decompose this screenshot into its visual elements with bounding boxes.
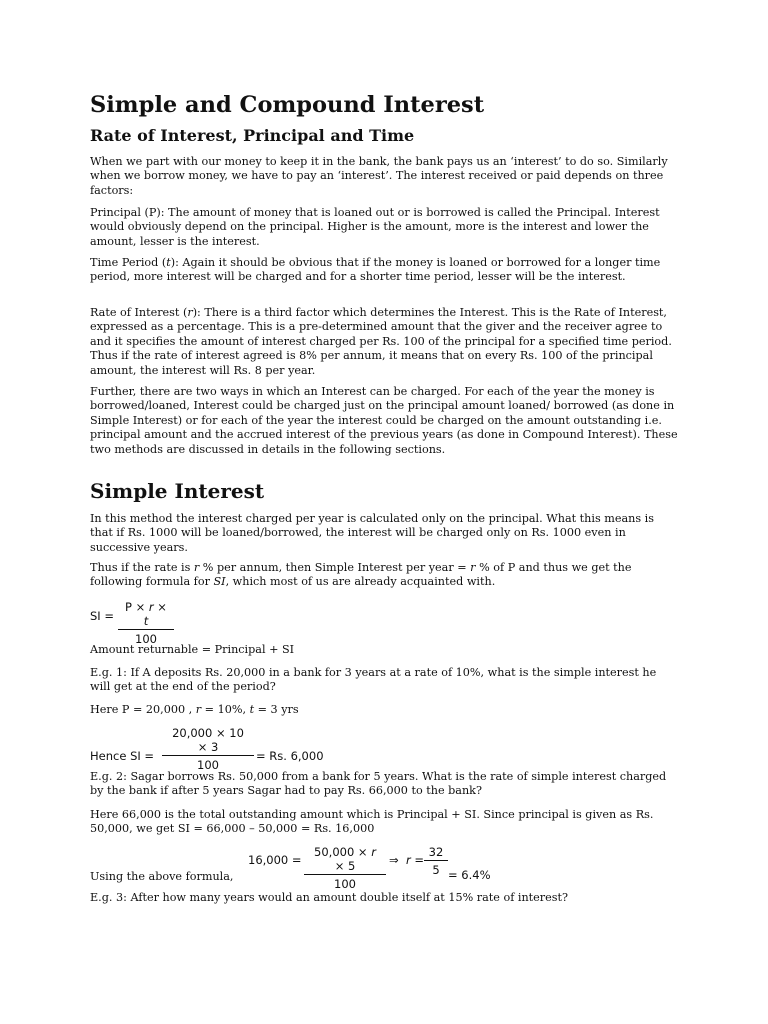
principal-paragraph	[90, 206, 680, 249]
example-1: E.g. 1: If A deposits Rs. 20,000 in a bank for 3 years at a rate of 10%, what is the simple interest he will get at the end of the period?	[90, 666, 657, 694]
page-title: Simple and Compound Interest	[90, 92, 485, 118]
example-1-given: Here P = 20,000 , r = 10%, t = 3 yrs	[90, 703, 299, 716]
example-1-hence: Hence SI =	[90, 749, 155, 763]
example-1-fraction	[162, 726, 254, 772]
rate-variable: r	[187, 306, 193, 319]
principal-label: Principal (P):	[90, 206, 165, 219]
example-2-rate-fraction	[424, 845, 448, 877]
si-rate-text-b: % per annum, then Simple Interest per year =	[199, 561, 471, 574]
si-rate-paragraph	[90, 561, 680, 590]
si-formula-lhs: SI =	[90, 609, 114, 623]
si-rate-var-r1: r	[193, 561, 200, 574]
rate-paragraph	[90, 306, 680, 378]
example-1-numerator: 20,000 × 10 × 3	[162, 726, 254, 756]
time-text: Again it should be obvious that if the money is loaned or borrowed for a longer time period, more interest will be charged and for a shorter time period, lesser will be the interest.	[90, 256, 661, 284]
example-2: E.g. 2: Sagar borrows Rs. 50,000 from a bank for 5 years. What is the rate of simple interest charged by the bank if after 5 years Sagar had to pay Rs. 66,000 to the bank?	[90, 770, 667, 798]
example-2-r-eq: r =	[406, 853, 425, 867]
si-rate-text-c: % of P and thus we get the following formula for	[90, 561, 632, 589]
example-2-lhs: 16,000 =	[248, 853, 302, 867]
si-formula-fraction	[118, 600, 174, 646]
si-formula-denominator: 100	[135, 632, 157, 646]
example-3: E.g. 3: After how many years would an amount double itself at 15% rate of interest?	[90, 891, 568, 904]
si-rate-var-r2: r	[470, 561, 476, 574]
rate-label-close: ):	[192, 306, 201, 319]
example-2-fraction	[304, 845, 386, 891]
example-2-numerator: 50,000 × r × 5	[304, 845, 386, 875]
si-formula-numerator: P × r × t	[118, 600, 174, 630]
si-intro-paragraph: In this method the interest charged per year is calculated only on the principal. What this means is that if Rs. 1000 will be loaned/borrowed, the interest will be charged only on Rs. 1000 even in successive years.	[90, 512, 654, 554]
rate-label: Rate of Interest (	[90, 306, 188, 319]
time-label-close: ):	[170, 256, 179, 269]
rate-text: There is a third factor which determines the Interest. This is the Rate of Interest, expressed as a percentage. This is a pre-determined amount that the giver and the receiver agree to and it specifies the amount of interest charged per Rs. 100 of the principal for a specified time period. Thus if the rate of interest agreed is 8% per annum, it means that on every Rs. 100 of the principal amount, the interest will Rs. 8 per year.	[90, 306, 672, 377]
principal-text: The amount of money that is loaned out or is borrowed is called the Principal. Interest would obviously depend on the principal. Higher is the amount, more is the interest and lower the amount, lesser is the interest.	[90, 206, 660, 248]
si-rate-text-a: Thus if the rate is	[90, 561, 194, 574]
time-label: Time Period (	[90, 256, 167, 269]
example-2-denominator: 100	[334, 877, 356, 891]
time-variable: t	[166, 256, 171, 269]
simple-interest-heading: Simple Interest	[90, 479, 265, 503]
example-1-denominator: 100	[197, 758, 219, 772]
example-2-result: = 6.4%	[448, 868, 491, 882]
example-2-rate-numerator: 32	[424, 845, 448, 861]
example-2-using: Using the above formula,	[90, 870, 234, 883]
further-paragraph: Further, there are two ways in which an Interest can be charged. For each of the year the money is borrowed/loaned, Interest could be charged just on the principal amount loaned/ borrowed (as done in Simple Interest) or for each of the year the interest could be charged on the amount outstanding i.e. principal amount and the accrued interest of the previous years (as done in Compound Interest). These two methods are discussed in details in the following sections.	[90, 385, 678, 456]
si-rate-text-d: , which most of us are already acquainted with.	[225, 575, 496, 589]
amount-returnable: Amount returnable = Principal + SI	[90, 643, 295, 656]
section-subtitle: Rate of Interest, Principal and Time	[90, 126, 415, 145]
time-period-paragraph	[90, 256, 680, 285]
example-2-rate-denominator: 5	[432, 863, 440, 877]
example-2-implies: ⇒	[389, 853, 399, 867]
example-2-explanation: Here 66,000 is the total outstanding amount which is Principal + SI. Since principal is given as Rs. 50,000, we get SI = 66,000 – 50,000 = Rs. 16,000	[90, 808, 654, 836]
intro-paragraph: When we part with our money to keep it in the bank, the bank pays us an ‘interest’ to do so. Similarly when we borrow money, we have to pay an ‘interest’. The interest received or paid depends on three factors:	[90, 155, 668, 197]
example-1-result: = Rs. 6,000	[256, 749, 324, 763]
si-rate-var-si: SI	[213, 575, 226, 589]
